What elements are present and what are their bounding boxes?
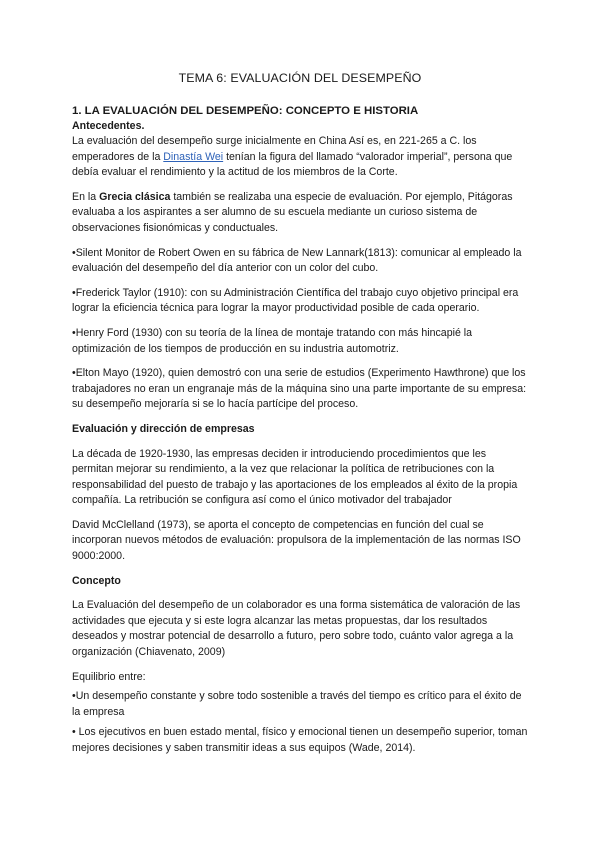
grecia-bold-text: Grecia clásica: [99, 190, 171, 203]
paragraph-grecia: [72, 190, 528, 237]
bullet-desempeno-constante: •Un desempeño constante y sobre todo sostenible a través del tiempo es crítico para el éxito de la empresa: [72, 690, 522, 718]
bullet-mayo: •Elton Mayo (1920), quien demostró con una serie de estudios (Experimento Hawthrone) que los trabajadores no eran un engranaje más de la máquina sino una parte importante de su empresa: su desempeño mejoraría si se lo hacía partícipe del proceso.: [72, 367, 527, 411]
page-title: TEMA 6: EVALUACIÓN DEL DESEMPEÑO: [178, 71, 422, 85]
paragraph-decada: La década de 1920-1930, las empresas deciden ir introduciendo procedimientos que les permitan mejorar su rendimiento, a la vez que relacionar la política de retribuciones con la responsabilidad del puesto de trabajo y las aportaciones de los empleados al éxito de la propia compañía. La retribución se configura así como el único motivador del trabajador: [72, 447, 518, 507]
dinastia-wei-link[interactable]: Dinastía Wei: [163, 150, 224, 163]
bullet-taylor: •Frederick Taylor (1910): con su Administración Científica del trabajo cuyo objetivo principal era lograr la eficiencia técnica para lograr la mayor productividad posible de cada operario.: [72, 286, 519, 315]
paragraph-concepto: La Evaluación del desempeño de un colaborador es una forma sistemática de valoración de las actividades que ejecuta y si este logra alcanzar las metas propuestas, dar los resultados deseados y mostrar potencial de desarrollo a futuro, pero sobre todo, cuánto valor agrega a la organización (Chiavenato, 2009): [72, 599, 521, 659]
paragraph-text: tenían la figura del llamado “valorador imperial”, persona que debía evaluar el rendimiento y la actitud de los miembros de la Corte.: [72, 150, 513, 179]
bullet-owen: •Silent Monitor de Robert Owen en su fábrica de New Lannark(1813): comunicar al empleado la evaluación del desempeño del día anterior con un color del cubo.: [72, 246, 522, 275]
bullet-ejecutivos: • Los ejecutivos en buen estado mental, físico y emocional tienen un desempeño superior, toman mejores decisiones y saben transmitir ideas a sus equipos (Wade, 2014).: [72, 726, 528, 754]
equilibrio-label: Equilibrio entre:: [72, 670, 146, 683]
section-heading-concepto-historia: 1. LA EVALUACIÓN DEL DESEMPEÑO: CONCEPTO E HISTORIA: [72, 105, 419, 117]
bullet-ford: •Henry Ford (1930) con su teoría de la línea de montaje tratando con más hincapié la optimización de los tiempos de producción en su industria automotriz.: [72, 326, 473, 355]
paragraph-mcclelland: David McClelland (1973), se aporta el concepto de competencias en función del cual se incorporan nuevos métodos de evaluación: propulsora de la implementación de las normas ISO 9000:2000.: [72, 518, 521, 563]
paragraph-text: La evaluación del desempeño surge inicialmente en China Así es, en 221-265 a C. los emperadores de la: [72, 135, 477, 163]
paragraph-text: también se realizaba una especie de evaluación. Por ejemplo, Pitágoras evaluaba a los aspirantes a ser alumno de su escuela mediante un curioso sistema de observaciones fisionómicas y conductuales.: [72, 190, 513, 234]
paragraph-text: En la: [72, 190, 100, 203]
antecedentes-heading: Antecedentes.: [72, 120, 145, 132]
paragraph-china: [72, 134, 528, 181]
concepto-heading: Concepto: [72, 574, 121, 587]
evaluacion-direccion-heading: Evaluación y dirección de empresas: [72, 422, 255, 435]
